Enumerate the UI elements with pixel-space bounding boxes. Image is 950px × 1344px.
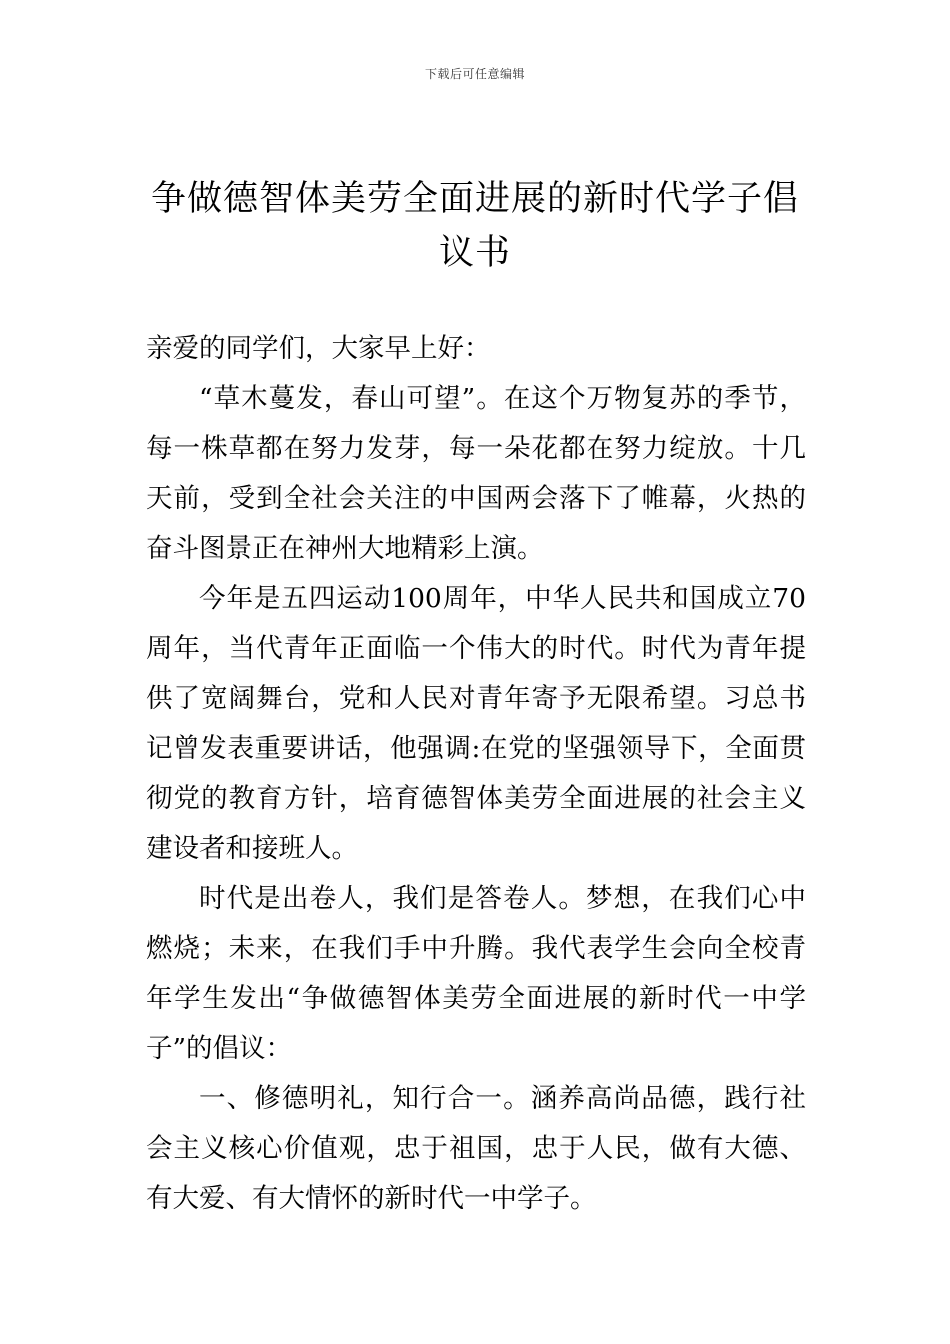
paragraph-4: 一、修德明礼，知行合一。涵养高尚品德，践行社会主义核心价值观，忠于祖国，忠于人民，做有大德、有大爱、有大情怀的新时代一中学子。	[146, 1083, 806, 1214]
document-title: 争做德智体美劳全面进展的新时代学子倡议书	[150, 179, 799, 273]
header-note: 下载后可任意编辑	[424, 67, 525, 81]
paragraph-1: “草木蔓发，春山可望”。在这个万物复苏的季节，每一株草都在努力发芽，每一朵花都在努力绽放。十几天前，受到全社会关注的中国两会落下了帷幕，火热的奋斗图景正在神州大地精彩上演。	[146, 383, 806, 564]
greeting: 亲爱的同学们，大家早上好：	[146, 333, 491, 364]
document-body	[146, 324, 806, 1224]
paragraph-3: 时代是出卷人，我们是答卷人。梦想，在我们心中燃烧；未来，在我们手中升腾。我代表学生会向全校青年学生发出“争做德智体美劳全面进展的新时代一中学子”的倡议：	[146, 883, 806, 1064]
paragraph-2: 今年是五四运动100周年，中华人民共和国成立70周年，当代青年正面临一个伟大的时代。时代为青年提供了宽阔舞台，党和人民对青年寄予无限希望。习总书记曾发表重要讲话，他强调:在党的坚强领导下，全面贯彻党的教育方针，培育德智体美劳全面进展的社会主义建设者和接班人。	[146, 583, 806, 864]
